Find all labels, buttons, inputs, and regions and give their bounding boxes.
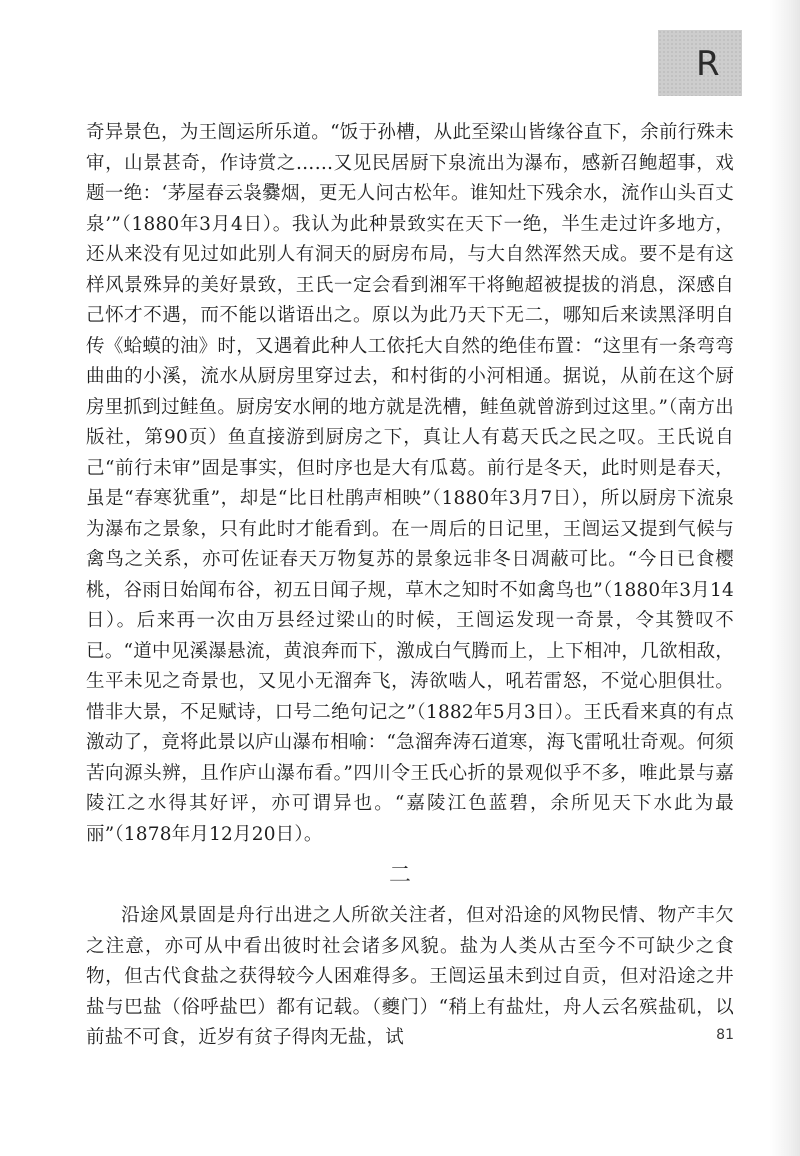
section-number: 二 — [388, 863, 411, 888]
body-paragraph-1: 奇异景色，为王闿运所乐道。“饭于孙槽，从此至梁山皆缘谷直下，余前行殊未审，山景甚奇，作诗赏之……又见民居厨下泉流出为瀑布，感新召鲍超事，戏题一绝：‘茅屋春云袅爨烟，更无人问古松年。谁知灶下残余水，流作山头百丈泉’”（1880年3月4日）。我认为此种景致实在天下一绝，半生走过许多地方，还从来没有见过如此别人有洞天的厨房布局，与大自然浑然天成。要不是有这样风景殊异的美好景致，王氏一定会看到湘军干将鲍超被提拔的消息，深感自己怀才不遇，而不能以谐语出之。原以为此乃天下无二，哪知后来读黑泽明自传《蛤蟆的油》时，又遇着此种人工依托大自然的绝佳布置：“这里有一条弯弯曲曲的小溪，流水从厨房里穿过去，和村街的小河相通。据说，从前在这个厨房里抓到过鲑鱼。厨房安水闸的地方就是洗槽，鲑鱼就曾游到过这里。”（南方出版社，第90页）鱼直接游到厨房之下，真让人有葛天氏之民之叹。王氏说自己“前行未审”固是事实，但时序也是大有瓜葛。前行是冬天，此时则是春天，虽是“春寒犹重”，却是“比日杜鹃声相映”（1880年3月7日），所以厨房下流泉为瀑布之景象，只有此时才能看到。在一周后的日记里，王闿运又提到气候与禽鸟之关系，亦可佐证春天万物复苏的景象远非冬日凋蔽可比。“今日已食樱桃，谷雨日始闻布谷，初五日闻子规，草木之知时不如禽鸟也”（1880年3月14日）。后来再一次由万县经过梁山的时候，王闿运发现一奇景，令其赞叹不已。“道中见溪瀑悬流，黄浪奔而下，激成白气腾而上，上下相冲，几欲相敌，生平未见之奇景也，又见小无溜奔飞，涛欲啮人，吼若雷怒，不觉心胆俱壮。惜非大景，不足赋诗，口号二绝句记之”（1882年5月3日）。王氏看来真的有点激动了，竟将此景以庐山瀑布相喻：“急溜奔涛石道寒，海飞雷吼壮奇观。何须苦向源头辨，且作庐山瀑布看。”四川令王氏心折的景观似乎不多，唯此景与嘉陵江之水得其好评，亦可谓异也。“嘉陵江色蓝碧，余所见天下水此为最丽”（1878年月12月20日）。 — [86, 122, 734, 845]
page-number: 81 — [716, 1027, 734, 1043]
body-paragraph-2: 沿途风景固是舟行出进之人所欲关注者，但对沿途的风物民情、物产丰欠之注意，亦可从中看出彼时社会诸多风貌。盐为人类从古至今不可缺少之食物，但古代食盐之获得较今人困难得多。王闿运虽未到过自贡，但对沿途之井盐与巴盐（俗呼盐巴）都有记载。（夔门）“稍上有盐灶，舟人云名殡盐矶，以前盐不可食，近岁有贫子得肉无盐，试 — [86, 905, 734, 1048]
page-edge-shadow — [770, 0, 800, 1156]
section-tab-letter: R — [696, 44, 720, 84]
